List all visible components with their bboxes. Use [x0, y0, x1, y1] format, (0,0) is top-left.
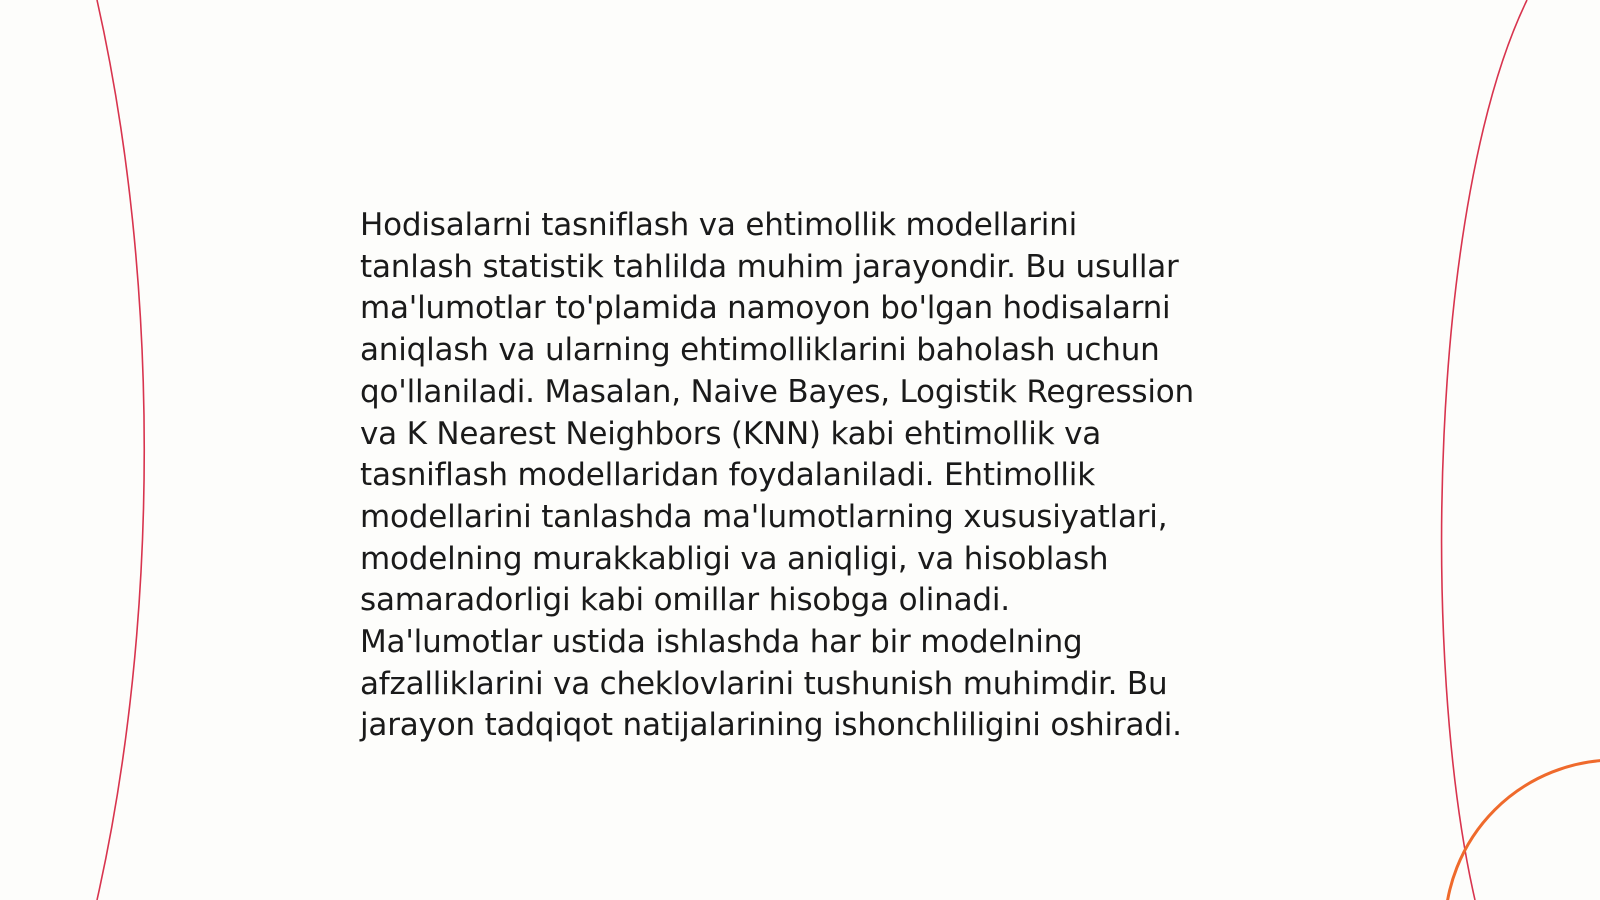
body-paragraph — [360, 205, 1260, 747]
body-line: afzalliklarini va cheklovlarini tushunish muhimdir. Bu — [360, 665, 1168, 702]
body-line: jarayon tadqiqot natijalarining ishonchliligini oshiradi. — [360, 707, 1182, 744]
left-curve-line — [97, 0, 144, 900]
body-line: tanlash statistik tahlilda muhim jarayondir. Bu usullar — [360, 248, 1179, 285]
body-line: Hodisalarni tasniflash va ehtimollik modellarini — [360, 207, 1078, 243]
body-line: Ma'lumotlar ustida ishlashda har bir modelning — [360, 624, 1083, 661]
body-line: aniqlash va ularning ehtimolliklarini baholash uchun — [360, 332, 1160, 369]
body-line: ma'lumotlar to'plamida namoyon bo'lgan hodisalarni — [360, 290, 1171, 327]
right-curve-line — [1442, 0, 1527, 900]
body-line: modelning murakkabligi va aniqligi, va hisoblash — [360, 540, 1109, 577]
body-line: tasniflash modellaridan foydalaniladi. Ehtimollik — [360, 457, 1095, 494]
body-line: modellarini tanlashda ma'lumotlarning xususiyatlari, — [360, 498, 1168, 535]
accent-circle-outline — [1445, 760, 1600, 900]
body-line: qo'llaniladi. Masalan, Naive Bayes, Logistik Regression — [360, 373, 1194, 410]
body-line: samaradorligi kabi omillar hisobga olinadi. — [360, 582, 1010, 619]
body-line: va K Nearest Neighbors (KNN) kabi ehtimollik va — [360, 415, 1102, 452]
